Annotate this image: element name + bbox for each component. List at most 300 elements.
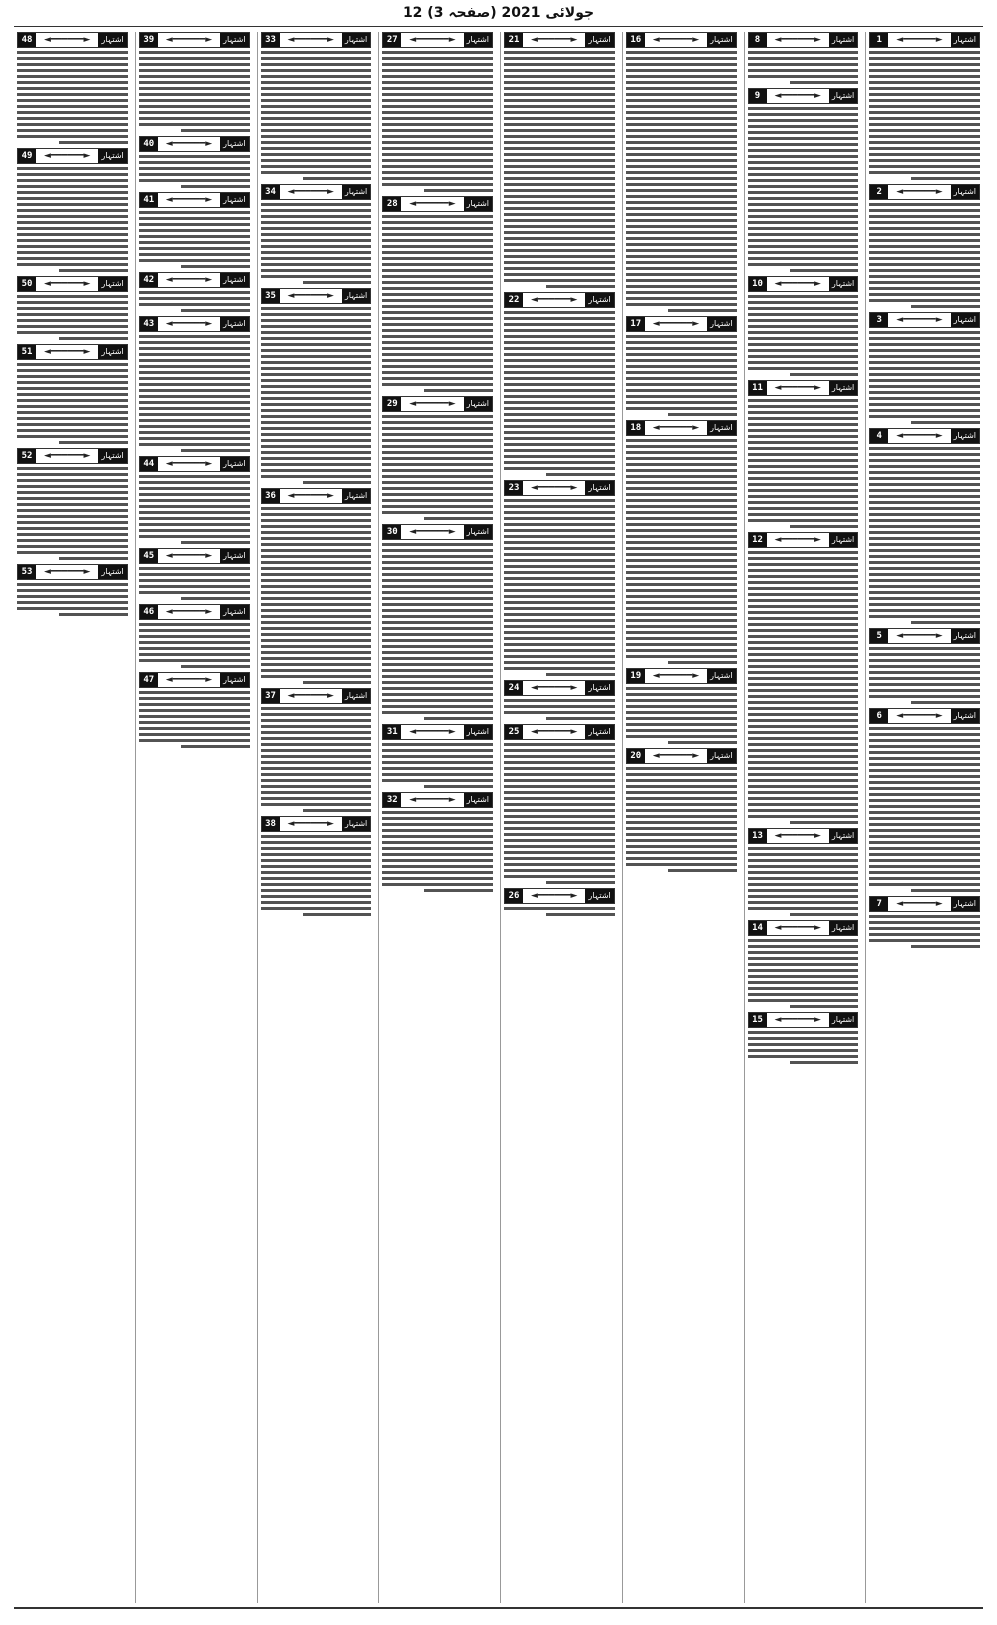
notice-body-text: [382, 811, 493, 892]
notice-item: [748, 32, 859, 84]
text-line: [911, 701, 980, 704]
notice-label: اشتہار: [98, 449, 126, 463]
text-line: [504, 499, 615, 502]
text-line: [626, 851, 737, 854]
text-line: [504, 117, 615, 120]
notice-label: اشتہار: [220, 457, 248, 471]
text-line: [504, 523, 615, 526]
text-line: [504, 111, 615, 114]
text-line: [748, 343, 859, 346]
text-line: [911, 177, 980, 180]
notice-number: 49: [18, 149, 36, 163]
text-line: [382, 603, 493, 606]
text-line: [261, 743, 372, 746]
text-line: [504, 135, 615, 138]
text-line: [261, 507, 372, 510]
text-line: [261, 877, 372, 880]
text-line: [869, 81, 980, 84]
text-line: [504, 529, 615, 532]
text-line: [869, 573, 980, 576]
text-line: [139, 413, 250, 416]
notice-heading: [626, 748, 737, 764]
text-line: [626, 619, 737, 622]
text-line: [504, 449, 615, 452]
text-line: [261, 373, 372, 376]
text-line: [504, 761, 615, 764]
notice-heading: [382, 792, 493, 808]
text-line: [790, 821, 859, 824]
notice-body-text: [17, 363, 128, 444]
text-line: [748, 495, 859, 498]
notice-heading: [626, 668, 737, 684]
text-line: [626, 407, 737, 410]
notice-label: اشتہار: [464, 793, 492, 807]
column-8: [14, 32, 131, 1603]
notice-body-text: [382, 543, 493, 720]
notice-number: 26: [505, 889, 523, 903]
text-line: [626, 469, 737, 472]
notice-label: اشتہار: [585, 481, 613, 495]
text-line: [261, 171, 372, 174]
text-line: [626, 297, 737, 300]
text-line: [382, 555, 493, 558]
text-line: [139, 161, 250, 164]
text-line: [748, 447, 859, 450]
page-number: (صفحہ 3): [427, 5, 497, 21]
text-line: [139, 635, 250, 638]
text-line: [504, 177, 615, 180]
text-line: [139, 63, 250, 66]
text-line: [869, 835, 980, 838]
text-line: [869, 653, 980, 656]
text-line: [17, 191, 128, 194]
text-line: [382, 767, 493, 770]
notice-heading: [626, 32, 737, 48]
text-line: [261, 263, 372, 266]
text-line: [869, 695, 980, 698]
text-line: [504, 69, 615, 72]
text-line: [869, 251, 980, 254]
text-line: [261, 755, 372, 758]
text-line: [626, 255, 737, 258]
text-line: [504, 839, 615, 842]
text-line: [748, 313, 859, 316]
text-line: [748, 69, 859, 72]
text-line: [626, 815, 737, 818]
text-line: [17, 325, 128, 328]
text-line: [261, 865, 372, 868]
text-line: [382, 147, 493, 150]
text-line: [261, 761, 372, 764]
text-line: [382, 657, 493, 660]
text-line: [869, 331, 980, 334]
text-line: [748, 689, 859, 692]
text-line: [261, 907, 372, 910]
text-line: [139, 709, 250, 712]
text-line: [139, 93, 250, 96]
text-line: [869, 209, 980, 212]
text-line: [261, 463, 372, 466]
text-line: [869, 343, 980, 346]
text-line: [139, 425, 250, 428]
text-line: [382, 681, 493, 684]
text-line: [504, 705, 615, 708]
notice-number: 1: [870, 33, 888, 47]
text-line: [626, 767, 737, 770]
text-line: [748, 113, 859, 116]
text-line: [261, 123, 372, 126]
text-line: [626, 595, 737, 598]
text-line: [261, 895, 372, 898]
notice-item: [139, 604, 250, 668]
text-line: [748, 325, 859, 328]
notice-number: 5: [870, 629, 888, 643]
text-line: [139, 647, 250, 650]
notice-number: 32: [383, 793, 401, 807]
text-line: [382, 871, 493, 874]
text-line: [869, 859, 980, 862]
text-line: [748, 197, 859, 200]
text-line: [17, 417, 128, 420]
text-line: [382, 415, 493, 418]
text-line: [261, 645, 372, 648]
text-line: [261, 325, 372, 328]
text-line: [748, 731, 859, 734]
text-line: [139, 579, 250, 582]
text-line: [869, 689, 980, 692]
text-line: [626, 779, 737, 782]
text-line: [869, 477, 980, 480]
text-line: [869, 585, 980, 588]
text-line: [790, 1005, 859, 1008]
notice-label: اشتہار: [220, 193, 248, 207]
text-line: [869, 763, 980, 766]
text-line: [261, 93, 372, 96]
text-line: [626, 613, 737, 616]
text-line: [748, 563, 859, 566]
text-line: [181, 185, 250, 188]
notice-number: 53: [18, 565, 36, 579]
notice-number: 29: [383, 397, 401, 411]
double-arrow-icon: ◄━━━━━━►: [896, 315, 943, 325]
text-line: [17, 209, 128, 212]
text-line: [504, 511, 615, 514]
notice-label: اشتہار: [585, 681, 613, 695]
notice-label: اشتہار: [464, 525, 492, 539]
text-line: [382, 365, 493, 368]
notice-item: [261, 32, 372, 180]
notice-heading: [139, 316, 250, 332]
notice-body-text: [748, 1031, 859, 1064]
notice-label: اشتہار: [707, 669, 735, 683]
text-line: [504, 661, 615, 664]
notice-number: 2: [870, 185, 888, 199]
text-line: [748, 969, 859, 972]
notice-number: 27: [383, 33, 401, 47]
text-line: [261, 713, 372, 716]
text-line: [546, 285, 615, 288]
text-line: [261, 707, 372, 710]
text-line: [139, 697, 250, 700]
notice-number: 25: [505, 725, 523, 739]
text-line: [382, 81, 493, 84]
text-line: [261, 663, 372, 666]
text-line: [869, 361, 980, 364]
text-line: [869, 677, 980, 680]
notice-item: [139, 316, 250, 452]
notice-item: [626, 316, 737, 416]
text-line: [626, 57, 737, 60]
text-line: [869, 159, 980, 162]
text-line: [504, 517, 615, 520]
text-line: [626, 219, 737, 222]
text-line: [626, 649, 737, 652]
text-line: [869, 561, 980, 564]
notice-body-text: [748, 295, 859, 376]
text-line: [504, 791, 615, 794]
notice-item: [748, 1012, 859, 1064]
text-line: [261, 427, 372, 430]
double-arrow-icon: ◄━━━━━━►: [165, 607, 213, 617]
notice-label: اشتہار: [220, 33, 248, 47]
text-line: [504, 907, 615, 910]
text-line: [504, 105, 615, 108]
text-line: [748, 75, 859, 78]
text-line: [626, 505, 737, 508]
text-line: [626, 625, 737, 628]
text-line: [748, 501, 859, 504]
text-line: [382, 579, 493, 582]
text-line: [382, 93, 493, 96]
notice-heading: [626, 316, 737, 332]
notice-number: 46: [140, 605, 158, 619]
text-line: [382, 609, 493, 612]
text-line: [261, 543, 372, 546]
text-line: [382, 123, 493, 126]
text-line: [504, 613, 615, 616]
text-line: [869, 349, 980, 352]
text-line: [139, 389, 250, 392]
text-line: [869, 99, 980, 102]
notice-item: [261, 288, 372, 484]
text-line: [17, 521, 128, 524]
text-line: [261, 445, 372, 448]
notice-number: 7: [870, 897, 888, 911]
text-line: [626, 803, 737, 806]
text-line: [869, 275, 980, 278]
double-arrow-icon: ◄━━━━━━►: [652, 319, 700, 329]
double-arrow-icon: ◄━━━━━━►: [409, 727, 456, 737]
double-arrow-icon: ◄━━━━━━►: [409, 399, 456, 409]
text-line: [504, 329, 615, 332]
text-line: [139, 359, 250, 362]
text-line: [748, 239, 859, 242]
text-line: [748, 797, 859, 800]
text-line: [626, 517, 737, 520]
text-line: [261, 233, 372, 236]
text-line: [748, 883, 859, 886]
text-line: [382, 269, 493, 272]
text-line: [261, 313, 372, 316]
text-line: [504, 743, 615, 746]
text-line: [748, 319, 859, 322]
text-line: [748, 671, 859, 674]
text-line: [626, 655, 737, 658]
text-line: [869, 171, 980, 174]
text-line: [504, 183, 615, 186]
text-line: [546, 881, 615, 884]
text-line: [139, 253, 250, 256]
text-line: [504, 749, 615, 752]
text-line: [382, 171, 493, 174]
text-line: [748, 173, 859, 176]
notice-number: 33: [262, 33, 280, 47]
text-line: [261, 409, 372, 412]
notice-label: اشتہار: [585, 889, 613, 903]
notice-item: [382, 524, 493, 720]
text-line: [261, 591, 372, 594]
text-line: [504, 607, 615, 610]
text-line: [869, 769, 980, 772]
notice-heading: [17, 448, 128, 464]
text-line: [626, 335, 737, 338]
text-line: [382, 251, 493, 254]
text-line: [626, 571, 737, 574]
text-line: [382, 743, 493, 746]
text-line: [869, 927, 980, 930]
text-line: [261, 561, 372, 564]
text-line: [261, 725, 372, 728]
text-line: [17, 173, 128, 176]
text-line: [748, 587, 859, 590]
text-line: [139, 395, 250, 398]
text-line: [869, 567, 980, 570]
notice-label: اشتہار: [829, 381, 857, 395]
notice-heading: [139, 32, 250, 48]
text-line: [303, 177, 372, 180]
text-line: [504, 353, 615, 356]
double-arrow-icon: ◄━━━━━━►: [165, 319, 213, 329]
notice-item: [869, 628, 980, 704]
double-arrow-icon: ◄━━━━━━►: [165, 195, 213, 205]
text-line: [869, 135, 980, 138]
text-line: [748, 951, 859, 954]
text-line: [748, 889, 859, 892]
text-line: [261, 385, 372, 388]
text-line: [748, 513, 859, 516]
text-line: [790, 913, 859, 916]
text-line: [382, 311, 493, 314]
text-line: [626, 457, 737, 460]
text-line: [748, 251, 859, 254]
text-line: [139, 75, 250, 78]
text-line: [382, 69, 493, 72]
notice-item: [626, 420, 737, 664]
text-line: [748, 161, 859, 164]
text-line: [748, 611, 859, 614]
text-line: [626, 195, 737, 198]
text-line: [261, 773, 372, 776]
text-line: [748, 435, 859, 438]
notice-item: [869, 708, 980, 892]
notice-heading: [504, 680, 615, 696]
text-line: [748, 429, 859, 432]
text-line: [504, 595, 615, 598]
text-line: [869, 549, 980, 552]
text-line: [869, 501, 980, 504]
text-line: [504, 99, 615, 102]
double-arrow-icon: ◄━━━━━━►: [409, 527, 456, 537]
text-line: [139, 173, 250, 176]
notice-number: 21: [505, 33, 523, 47]
notice-heading: [139, 672, 250, 688]
text-line: [17, 331, 128, 334]
text-line: [748, 773, 859, 776]
text-line: [748, 417, 859, 420]
column-2: [744, 32, 862, 1603]
notice-body-text: [869, 447, 980, 624]
text-line: [748, 465, 859, 468]
text-line: [626, 225, 737, 228]
text-line: [790, 81, 859, 84]
text-line: [504, 371, 615, 374]
text-line: [869, 877, 980, 880]
text-line: [139, 111, 250, 114]
notice-heading: [261, 288, 372, 304]
text-line: [546, 473, 615, 476]
text-line: [748, 185, 859, 188]
text-line: [748, 399, 859, 402]
text-line: [869, 293, 980, 296]
text-line: [869, 847, 980, 850]
text-line: [504, 565, 615, 568]
notice-item: [869, 312, 980, 424]
text-line: [261, 803, 372, 806]
text-line: [17, 179, 128, 182]
notice-heading: [139, 548, 250, 564]
text-line: [869, 153, 980, 156]
text-line: [139, 229, 250, 232]
text-line: [261, 785, 372, 788]
double-arrow-icon: ◄━━━━━━►: [652, 671, 700, 681]
notice-number: 48: [18, 33, 36, 47]
text-line: [139, 529, 250, 532]
notice-body-text: [139, 155, 250, 188]
text-line: [748, 779, 859, 782]
text-line: [869, 537, 980, 540]
double-arrow-icon: ◄━━━━━━►: [652, 751, 700, 761]
text-line: [261, 403, 372, 406]
text-line: [181, 597, 250, 600]
text-line: [626, 249, 737, 252]
text-line: [382, 353, 493, 356]
text-line: [17, 203, 128, 206]
text-line: [748, 483, 859, 486]
text-line: [748, 1049, 859, 1052]
notice-item: [17, 448, 128, 560]
text-line: [261, 779, 372, 782]
text-line: [504, 699, 615, 702]
double-arrow-icon: ◄━━━━━━►: [287, 187, 334, 197]
text-line: [382, 499, 493, 502]
notice-body-text: [261, 307, 372, 484]
notice-body-text: [17, 295, 128, 340]
text-line: [424, 517, 493, 520]
text-line: [626, 117, 737, 120]
text-line: [626, 583, 737, 586]
text-line: [748, 557, 859, 560]
notice-body-text: [261, 507, 372, 684]
